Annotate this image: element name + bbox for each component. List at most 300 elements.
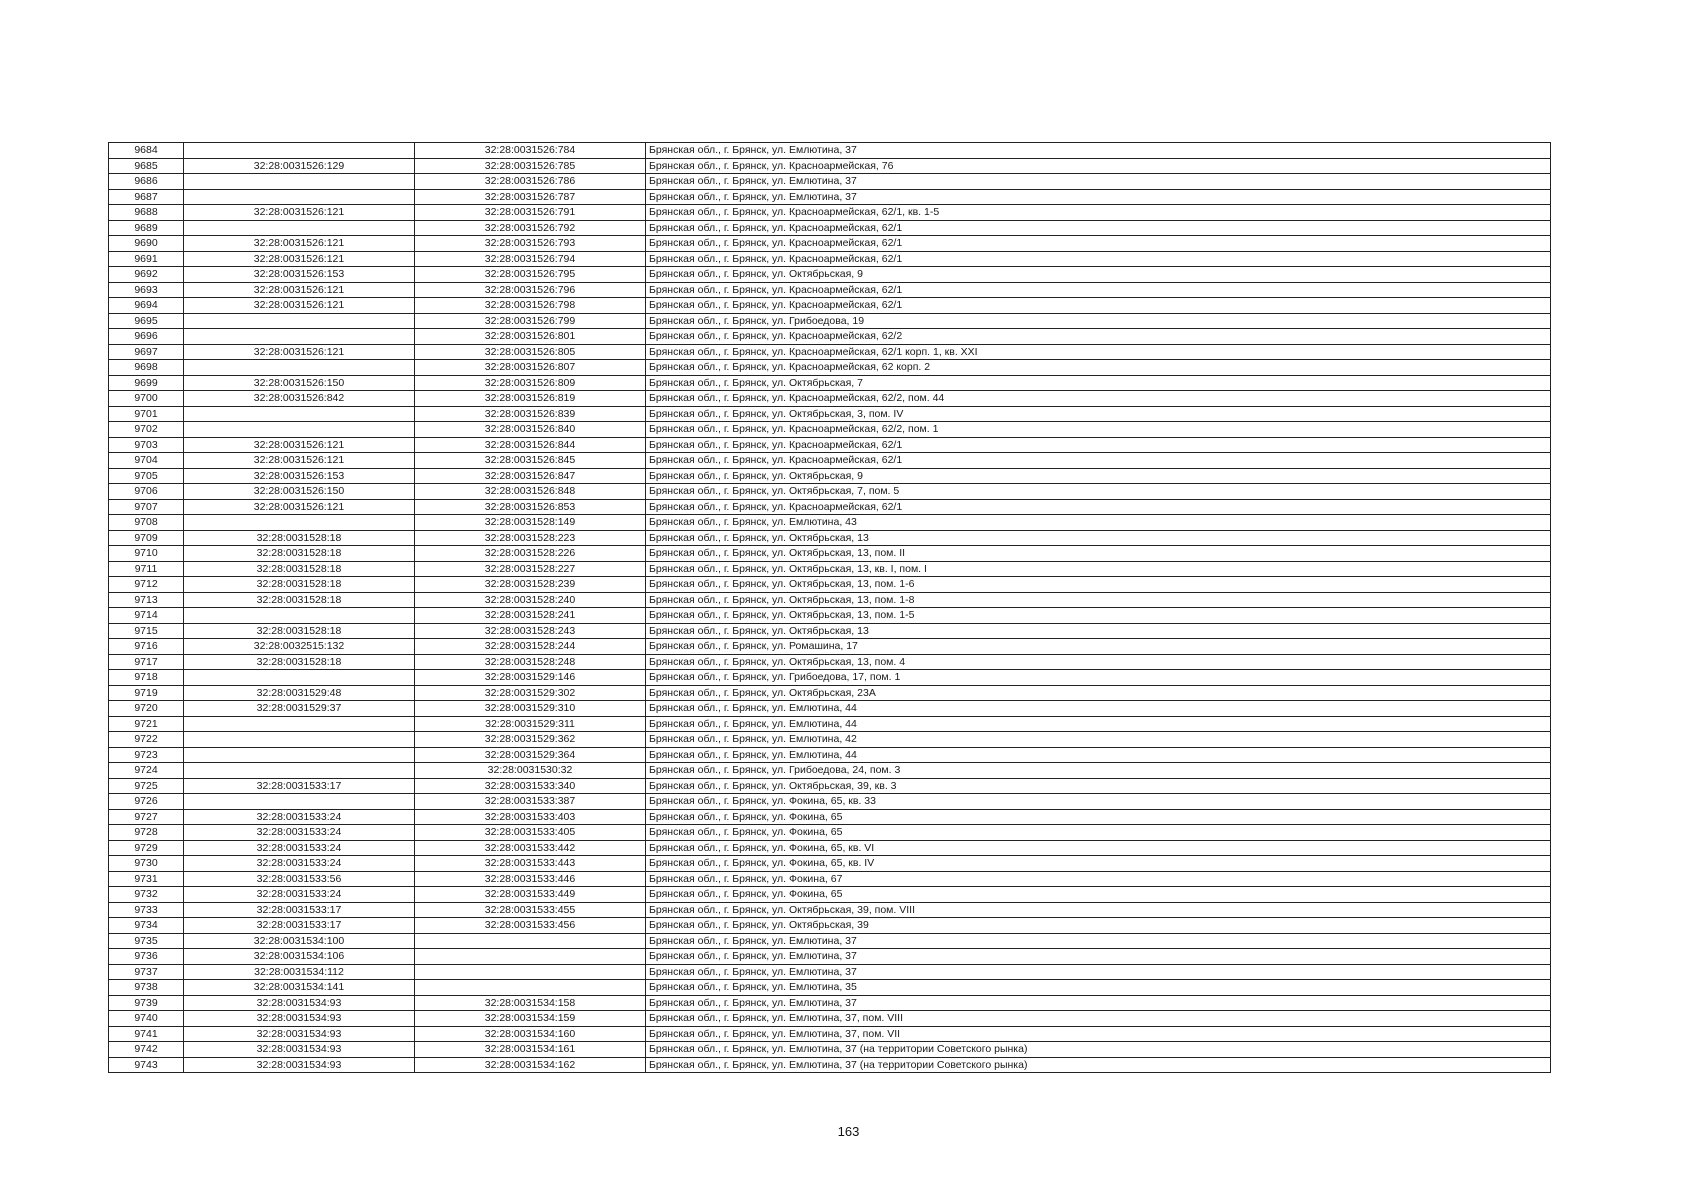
address-cell: Брянская обл., г. Брянск, ул. Октябрьская, 13, кв. I, пом. I: [646, 561, 1551, 577]
parent-cadastral-number-cell: [184, 143, 415, 159]
parent-cadastral-number-cell: 32:28:0031526:121: [184, 344, 415, 360]
parent-cadastral-number-cell: 32:28:0031533:56: [184, 871, 415, 887]
cadastral-number-cell: [415, 933, 646, 949]
cadastral-number-cell: 32:28:0031533:340: [415, 778, 646, 794]
address-cell: Брянская обл., г. Брянск, ул. Фокина, 65: [646, 887, 1551, 903]
row-number-cell: 9702: [109, 422, 184, 438]
table-row: [109, 856, 1551, 872]
table-row: [109, 608, 1551, 624]
table-row: [109, 530, 1551, 546]
row-number-cell: 9723: [109, 747, 184, 763]
cadastral-number-cell: 32:28:0031526:848: [415, 484, 646, 500]
table-row: [109, 267, 1551, 283]
table-row: [109, 933, 1551, 949]
table-row: [109, 375, 1551, 391]
table-row: [109, 840, 1551, 856]
parent-cadastral-number-cell: 32:28:0031534:93: [184, 1042, 415, 1058]
address-cell: Брянская обл., г. Брянск, ул. Ромашина, 17: [646, 639, 1551, 655]
address-cell: Брянская обл., г. Брянск, ул. Красноармейская, 62/1: [646, 220, 1551, 236]
cadastral-number-cell: 32:28:0031526:787: [415, 189, 646, 205]
table-row: [109, 747, 1551, 763]
address-cell: Брянская обл., г. Брянск, ул. Октябрьская, 39: [646, 918, 1551, 934]
cadastral-number-cell: 32:28:0031530:32: [415, 763, 646, 779]
parent-cadastral-number-cell: 32:28:0031533:17: [184, 918, 415, 934]
row-number-cell: 9724: [109, 763, 184, 779]
address-cell: Брянская обл., г. Брянск, ул. Грибоедова, 17, пом. 1: [646, 670, 1551, 686]
row-number-cell: 9739: [109, 995, 184, 1011]
table-row: [109, 189, 1551, 205]
parent-cadastral-number-cell: 32:28:0031534:106: [184, 949, 415, 965]
row-number-cell: 9686: [109, 174, 184, 190]
table-row: [109, 406, 1551, 422]
parent-cadastral-number-cell: 32:28:0031526:150: [184, 375, 415, 391]
parent-cadastral-number-cell: 32:28:0031526:150: [184, 484, 415, 500]
address-cell: Брянская обл., г. Брянск, ул. Октябрьская, 39, пом. VIII: [646, 902, 1551, 918]
address-cell: Брянская обл., г. Брянск, ул. Красноармейская, 62/1: [646, 251, 1551, 267]
cadastral-number-cell: [415, 980, 646, 996]
parent-cadastral-number-cell: 32:28:0031533:24: [184, 856, 415, 872]
row-number-cell: 9692: [109, 267, 184, 283]
parent-cadastral-number-cell: 32:28:0031528:18: [184, 561, 415, 577]
row-number-cell: 9706: [109, 484, 184, 500]
table-row: [109, 995, 1551, 1011]
parent-cadastral-number-cell: [184, 763, 415, 779]
table-row: [109, 484, 1551, 500]
cadastral-number-cell: 32:28:0031534:162: [415, 1057, 646, 1073]
cadastral-number-cell: 32:28:0031526:794: [415, 251, 646, 267]
row-number-cell: 9738: [109, 980, 184, 996]
table-row: [109, 220, 1551, 236]
address-cell: Брянская обл., г. Брянск, ул. Красноармейская, 62/1 корп. 1, кв. XXI: [646, 344, 1551, 360]
address-cell: Брянская обл., г. Брянск, ул. Емлютина, 44: [646, 747, 1551, 763]
cadastral-number-cell: 32:28:0031533:443: [415, 856, 646, 872]
row-number-cell: 9694: [109, 298, 184, 314]
parent-cadastral-number-cell: 32:28:0031534:93: [184, 1057, 415, 1073]
parent-cadastral-number-cell: 32:28:0031526:121: [184, 453, 415, 469]
cadastral-number-cell: 32:28:0031526:805: [415, 344, 646, 360]
row-number-cell: 9708: [109, 515, 184, 531]
address-cell: Брянская обл., г. Брянск, ул. Фокина, 65, кв. IV: [646, 856, 1551, 872]
table-row: [109, 949, 1551, 965]
row-number-cell: 9715: [109, 623, 184, 639]
row-number-cell: 9734: [109, 918, 184, 934]
parent-cadastral-number-cell: 32:28:0031533:24: [184, 809, 415, 825]
row-number-cell: 9741: [109, 1026, 184, 1042]
parent-cadastral-number-cell: 32:28:0031528:18: [184, 530, 415, 546]
row-number-cell: 9696: [109, 329, 184, 345]
table-row: [109, 701, 1551, 717]
address-cell: Брянская обл., г. Брянск, ул. Октябрьская, 13, пом. 1-8: [646, 592, 1551, 608]
address-cell: Брянская обл., г. Брянск, ул. Фокина, 65: [646, 825, 1551, 841]
parent-cadastral-number-cell: 32:28:0031533:24: [184, 840, 415, 856]
table-row: [109, 158, 1551, 174]
parent-cadastral-number-cell: [184, 608, 415, 624]
table-row: [109, 282, 1551, 298]
address-cell: Брянская обл., г. Брянск, ул. Красноармейская, 62/1: [646, 437, 1551, 453]
address-cell: Брянская обл., г. Брянск, ул. Октябрьская, 9: [646, 468, 1551, 484]
address-cell: Брянская обл., г. Брянск, ул. Емлютина, 37: [646, 964, 1551, 980]
parent-cadastral-number-cell: 32:28:0031526:121: [184, 437, 415, 453]
address-cell: Брянская обл., г. Брянск, ул. Емлютина, 37: [646, 933, 1551, 949]
parent-cadastral-number-cell: 32:28:0031526:121: [184, 499, 415, 515]
address-cell: Брянская обл., г. Брянск, ул. Емлютина, 43: [646, 515, 1551, 531]
address-cell: Брянская обл., г. Брянск, ул. Красноармейская, 76: [646, 158, 1551, 174]
row-number-cell: 9703: [109, 437, 184, 453]
row-number-cell: 9731: [109, 871, 184, 887]
parent-cadastral-number-cell: 32:28:0031528:18: [184, 654, 415, 670]
address-cell: Брянская обл., г. Брянск, ул. Октябрьская, 3, пом. IV: [646, 406, 1551, 422]
parent-cadastral-number-cell: 32:28:0031526:121: [184, 236, 415, 252]
cadastral-number-cell: 32:28:0031528:248: [415, 654, 646, 670]
table-row: [109, 391, 1551, 407]
cadastral-number-cell: 32:28:0031533:446: [415, 871, 646, 887]
address-cell: Брянская обл., г. Брянск, ул. Октябрьская, 13: [646, 623, 1551, 639]
parent-cadastral-number-cell: 32:28:0031534:100: [184, 933, 415, 949]
parent-cadastral-number-cell: 32:28:0031533:17: [184, 778, 415, 794]
row-number-cell: 9717: [109, 654, 184, 670]
table-row: [109, 794, 1551, 810]
parent-cadastral-number-cell: [184, 174, 415, 190]
address-cell: Брянская обл., г. Брянск, ул. Октябрьская, 13: [646, 530, 1551, 546]
parent-cadastral-number-cell: 32:28:0031534:112: [184, 964, 415, 980]
cadastral-number-cell: 32:28:0031533:387: [415, 794, 646, 810]
cadastral-number-cell: 32:28:0031528:223: [415, 530, 646, 546]
cadastral-number-cell: 32:28:0031526:853: [415, 499, 646, 515]
parent-cadastral-number-cell: 32:28:0031534:93: [184, 995, 415, 1011]
cadastral-number-cell: 32:28:0031528:149: [415, 515, 646, 531]
address-cell: Брянская обл., г. Брянск, ул. Красноармейская, 62/1: [646, 236, 1551, 252]
cadastral-number-cell: 32:28:0031528:227: [415, 561, 646, 577]
row-number-cell: 9729: [109, 840, 184, 856]
address-cell: Брянская обл., г. Брянск, ул. Фокина, 67: [646, 871, 1551, 887]
row-number-cell: 9730: [109, 856, 184, 872]
row-number-cell: 9728: [109, 825, 184, 841]
address-cell: Брянская обл., г. Брянск, ул. Емлютина, 44: [646, 716, 1551, 732]
parent-cadastral-number-cell: 32:28:0031526:121: [184, 298, 415, 314]
row-number-cell: 9705: [109, 468, 184, 484]
cadastral-number-cell: 32:28:0031526:799: [415, 313, 646, 329]
cadastral-number-cell: 32:28:0031529:364: [415, 747, 646, 763]
address-cell: Брянская обл., г. Брянск, ул. Грибоедова, 24, пом. 3: [646, 763, 1551, 779]
table-row: [109, 143, 1551, 159]
cadastral-number-cell: 32:28:0031526:798: [415, 298, 646, 314]
table-row: [109, 980, 1551, 996]
parent-cadastral-number-cell: 32:28:0031526:121: [184, 282, 415, 298]
row-number-cell: 9737: [109, 964, 184, 980]
row-number-cell: 9707: [109, 499, 184, 515]
cadastral-number-cell: 32:28:0031526:809: [415, 375, 646, 391]
address-cell: Брянская обл., г. Брянск, ул. Красноармейская, 62/1: [646, 453, 1551, 469]
table-row: [109, 902, 1551, 918]
row-number-cell: 9713: [109, 592, 184, 608]
address-cell: Брянская обл., г. Брянск, ул. Красноармейская, 62/1: [646, 282, 1551, 298]
cadastral-number-cell: 32:28:0031526:807: [415, 360, 646, 376]
parent-cadastral-number-cell: [184, 406, 415, 422]
cadastral-number-cell: 32:28:0031534:161: [415, 1042, 646, 1058]
row-number-cell: 9704: [109, 453, 184, 469]
table-row: [109, 639, 1551, 655]
table-row: [109, 174, 1551, 190]
page-number: 163: [837, 1124, 860, 1139]
address-cell: Брянская обл., г. Брянск, ул. Емлютина, 37: [646, 949, 1551, 965]
row-number-cell: 9743: [109, 1057, 184, 1073]
cadastral-number-cell: 32:28:0031528:226: [415, 546, 646, 562]
table-row: [109, 778, 1551, 794]
row-number-cell: 9688: [109, 205, 184, 221]
table-row: [109, 763, 1551, 779]
row-number-cell: 9695: [109, 313, 184, 329]
table-row: [109, 577, 1551, 593]
cadastral-number-cell: 32:28:0031533:405: [415, 825, 646, 841]
cadastral-number-cell: 32:28:0031533:455: [415, 902, 646, 918]
parent-cadastral-number-cell: 32:28:0031526:842: [184, 391, 415, 407]
row-number-cell: 9710: [109, 546, 184, 562]
table-row: [109, 205, 1551, 221]
cadastral-number-cell: 32:28:0031526:839: [415, 406, 646, 422]
row-number-cell: 9725: [109, 778, 184, 794]
table-row: [109, 918, 1551, 934]
address-cell: Брянская обл., г. Брянск, ул. Фокина, 65, кв. VI: [646, 840, 1551, 856]
table-row: [109, 546, 1551, 562]
address-cell: Брянская обл., г. Брянск, ул. Красноармейская, 62/2: [646, 329, 1551, 345]
cadastral-number-cell: 32:28:0031529:302: [415, 685, 646, 701]
table-row: [109, 964, 1551, 980]
parent-cadastral-number-cell: [184, 422, 415, 438]
cadastral-number-cell: 32:28:0031533:442: [415, 840, 646, 856]
cadastral-number-cell: 32:28:0031529:362: [415, 732, 646, 748]
table-row: [109, 236, 1551, 252]
parent-cadastral-number-cell: [184, 732, 415, 748]
cadastral-number-cell: [415, 964, 646, 980]
parent-cadastral-number-cell: [184, 747, 415, 763]
registry-table-body: [109, 143, 1551, 1073]
cadastral-number-cell: 32:28:0031534:158: [415, 995, 646, 1011]
address-cell: Брянская обл., г. Брянск, ул. Октябрьская, 13, пом. 4: [646, 654, 1551, 670]
parent-cadastral-number-cell: 32:28:0031526:129: [184, 158, 415, 174]
address-cell: Брянская обл., г. Брянск, ул. Октябрьская, 7: [646, 375, 1551, 391]
table-row: [109, 809, 1551, 825]
table-row: [109, 1011, 1551, 1027]
table-row: [109, 1042, 1551, 1058]
row-number-cell: 9712: [109, 577, 184, 593]
table-row: [109, 592, 1551, 608]
row-number-cell: 9742: [109, 1042, 184, 1058]
address-cell: Брянская обл., г. Брянск, ул. Октябрьская, 39, кв. 3: [646, 778, 1551, 794]
table-row: [109, 468, 1551, 484]
table-row: [109, 329, 1551, 345]
table-row: [109, 1026, 1551, 1042]
cadastral-number-cell: 32:28:0031526:793: [415, 236, 646, 252]
address-cell: Брянская обл., г. Брянск, ул. Красноармейская, 62 корп. 2: [646, 360, 1551, 376]
address-cell: Брянская обл., г. Брянск, ул. Емлютина, 42: [646, 732, 1551, 748]
row-number-cell: 9684: [109, 143, 184, 159]
parent-cadastral-number-cell: 32:28:0031526:153: [184, 267, 415, 283]
cadastral-number-cell: 32:28:0031528:240: [415, 592, 646, 608]
table-row: [109, 515, 1551, 531]
cadastral-number-cell: 32:28:0031533:456: [415, 918, 646, 934]
registry-sheet: [108, 142, 1550, 1073]
cadastral-number-cell: 32:28:0031534:159: [415, 1011, 646, 1027]
table-row: [109, 685, 1551, 701]
row-number-cell: 9691: [109, 251, 184, 267]
row-number-cell: 9697: [109, 344, 184, 360]
parent-cadastral-number-cell: 32:28:0031529:37: [184, 701, 415, 717]
cadastral-number-cell: 32:28:0031526:784: [415, 143, 646, 159]
table-row: [109, 654, 1551, 670]
row-number-cell: 9685: [109, 158, 184, 174]
row-number-cell: 9709: [109, 530, 184, 546]
cadastral-number-cell: 32:28:0031526:845: [415, 453, 646, 469]
table-row: [109, 887, 1551, 903]
address-cell: Брянская обл., г. Брянск, ул. Фокина, 65, кв. 33: [646, 794, 1551, 810]
row-number-cell: 9701: [109, 406, 184, 422]
parent-cadastral-number-cell: 32:28:0031528:18: [184, 546, 415, 562]
parent-cadastral-number-cell: 32:28:0031534:93: [184, 1011, 415, 1027]
cadastral-number-cell: 32:28:0031526:796: [415, 282, 646, 298]
cadastral-number-cell: 32:28:0031526:786: [415, 174, 646, 190]
table-row: [109, 732, 1551, 748]
parent-cadastral-number-cell: 32:28:0031533:24: [184, 825, 415, 841]
table-row: [109, 716, 1551, 732]
row-number-cell: 9716: [109, 639, 184, 655]
parent-cadastral-number-cell: 32:28:0031526:153: [184, 468, 415, 484]
cadastral-number-cell: 32:28:0031529:311: [415, 716, 646, 732]
table-row: [109, 1057, 1551, 1073]
table-row: [109, 251, 1551, 267]
row-number-cell: 9700: [109, 391, 184, 407]
cadastral-number-cell: 32:28:0031526:844: [415, 437, 646, 453]
address-cell: Брянская обл., г. Брянск, ул. Грибоедова, 19: [646, 313, 1551, 329]
row-number-cell: 9726: [109, 794, 184, 810]
parent-cadastral-number-cell: [184, 313, 415, 329]
table-row: [109, 871, 1551, 887]
address-cell: Брянская обл., г. Брянск, ул. Емлютина, 35: [646, 980, 1551, 996]
row-number-cell: 9690: [109, 236, 184, 252]
address-cell: Брянская обл., г. Брянск, ул. Красноармейская, 62/1: [646, 499, 1551, 515]
parent-cadastral-number-cell: 32:28:0032515:132: [184, 639, 415, 655]
row-number-cell: 9721: [109, 716, 184, 732]
cadastral-number-cell: 32:28:0031526:792: [415, 220, 646, 236]
row-number-cell: 9736: [109, 949, 184, 965]
parent-cadastral-number-cell: [184, 670, 415, 686]
table-row: [109, 623, 1551, 639]
parent-cadastral-number-cell: 32:28:0031526:121: [184, 251, 415, 267]
address-cell: Брянская обл., г. Брянск, ул. Красноармейская, 62/2, пом. 44: [646, 391, 1551, 407]
row-number-cell: 9687: [109, 189, 184, 205]
cadastral-number-cell: [415, 949, 646, 965]
parent-cadastral-number-cell: 32:28:0031534:141: [184, 980, 415, 996]
address-cell: Брянская обл., г. Брянск, ул. Емлютина, 44: [646, 701, 1551, 717]
cadastral-number-cell: 32:28:0031529:310: [415, 701, 646, 717]
address-cell: Брянская обл., г. Брянск, ул. Октябрьская, 23А: [646, 685, 1551, 701]
row-number-cell: 9693: [109, 282, 184, 298]
parent-cadastral-number-cell: [184, 220, 415, 236]
table-row: [109, 437, 1551, 453]
row-number-cell: 9714: [109, 608, 184, 624]
table-row: [109, 499, 1551, 515]
table-row: [109, 670, 1551, 686]
table-row: [109, 453, 1551, 469]
table-row: [109, 344, 1551, 360]
cadastral-number-cell: 32:28:0031526:791: [415, 205, 646, 221]
parent-cadastral-number-cell: 32:28:0031526:121: [184, 205, 415, 221]
address-cell: Брянская обл., г. Брянск, ул. Красноармейская, 62/1, кв. 1-5: [646, 205, 1551, 221]
cadastral-number-cell: 32:28:0031526:840: [415, 422, 646, 438]
address-cell: Брянская обл., г. Брянск, ул. Емлютина, 37: [646, 174, 1551, 190]
row-number-cell: 9733: [109, 902, 184, 918]
address-cell: Брянская обл., г. Брянск, ул. Емлютина, 37: [646, 143, 1551, 159]
parent-cadastral-number-cell: [184, 329, 415, 345]
address-cell: Брянская обл., г. Брянск, ул. Емлютина, 37: [646, 995, 1551, 1011]
row-number-cell: 9698: [109, 360, 184, 376]
row-number-cell: 9719: [109, 685, 184, 701]
cadastral-number-cell: 32:28:0031528:239: [415, 577, 646, 593]
table-row: [109, 313, 1551, 329]
table-row: [109, 422, 1551, 438]
cadastral-number-cell: 32:28:0031534:160: [415, 1026, 646, 1042]
address-cell: Брянская обл., г. Брянск, ул. Красноармейская, 62/2, пом. 1: [646, 422, 1551, 438]
cadastral-number-cell: 32:28:0031526:801: [415, 329, 646, 345]
parent-cadastral-number-cell: 32:28:0031529:48: [184, 685, 415, 701]
table-row: [109, 298, 1551, 314]
address-cell: Брянская обл., г. Брянск, ул. Емлютина, 37: [646, 189, 1551, 205]
parent-cadastral-number-cell: [184, 189, 415, 205]
row-number-cell: 9722: [109, 732, 184, 748]
address-cell: Брянская обл., г. Брянск, ул. Фокина, 65: [646, 809, 1551, 825]
address-cell: Брянская обл., г. Брянск, ул. Емлютина, 37 (на территории Советского рынка): [646, 1042, 1551, 1058]
table-row: [109, 360, 1551, 376]
table-row: [109, 561, 1551, 577]
registry-table: [108, 142, 1551, 1073]
parent-cadastral-number-cell: 32:28:0031533:24: [184, 887, 415, 903]
row-number-cell: 9689: [109, 220, 184, 236]
row-number-cell: 9720: [109, 701, 184, 717]
address-cell: Брянская обл., г. Брянск, ул. Емлютина, 37 (на территории Советского рынка): [646, 1057, 1551, 1073]
cadastral-number-cell: 32:28:0031526:785: [415, 158, 646, 174]
row-number-cell: 9699: [109, 375, 184, 391]
parent-cadastral-number-cell: 32:28:0031533:17: [184, 902, 415, 918]
row-number-cell: 9732: [109, 887, 184, 903]
row-number-cell: 9711: [109, 561, 184, 577]
cadastral-number-cell: 32:28:0031528:241: [415, 608, 646, 624]
cadastral-number-cell: 32:28:0031528:244: [415, 639, 646, 655]
address-cell: Брянская обл., г. Брянск, ул. Емлютина, 37, пом. VIII: [646, 1011, 1551, 1027]
row-number-cell: 9740: [109, 1011, 184, 1027]
parent-cadastral-number-cell: [184, 716, 415, 732]
parent-cadastral-number-cell: [184, 794, 415, 810]
cadastral-number-cell: 32:28:0031526:847: [415, 468, 646, 484]
cadastral-number-cell: 32:28:0031533:449: [415, 887, 646, 903]
address-cell: Брянская обл., г. Брянск, ул. Октябрьская, 13, пом. 1-6: [646, 577, 1551, 593]
cadastral-number-cell: 32:28:0031529:146: [415, 670, 646, 686]
parent-cadastral-number-cell: [184, 360, 415, 376]
row-number-cell: 9735: [109, 933, 184, 949]
address-cell: Брянская обл., г. Брянск, ул. Октябрьская, 9: [646, 267, 1551, 283]
address-cell: Брянская обл., г. Брянск, ул. Октябрьская, 7, пом. 5: [646, 484, 1551, 500]
parent-cadastral-number-cell: 32:28:0031528:18: [184, 577, 415, 593]
address-cell: Брянская обл., г. Брянск, ул. Октябрьская, 13, пом. 1-5: [646, 608, 1551, 624]
parent-cadastral-number-cell: 32:28:0031534:93: [184, 1026, 415, 1042]
cadastral-number-cell: 32:28:0031526:795: [415, 267, 646, 283]
parent-cadastral-number-cell: [184, 515, 415, 531]
address-cell: Брянская обл., г. Брянск, ул. Емлютина, 37, пом. VII: [646, 1026, 1551, 1042]
cadastral-number-cell: 32:28:0031533:403: [415, 809, 646, 825]
parent-cadastral-number-cell: 32:28:0031528:18: [184, 592, 415, 608]
address-cell: Брянская обл., г. Брянск, ул. Октябрьская, 13, пом. II: [646, 546, 1551, 562]
parent-cadastral-number-cell: 32:28:0031528:18: [184, 623, 415, 639]
address-cell: Брянская обл., г. Брянск, ул. Красноармейская, 62/1: [646, 298, 1551, 314]
cadastral-number-cell: 32:28:0031526:819: [415, 391, 646, 407]
